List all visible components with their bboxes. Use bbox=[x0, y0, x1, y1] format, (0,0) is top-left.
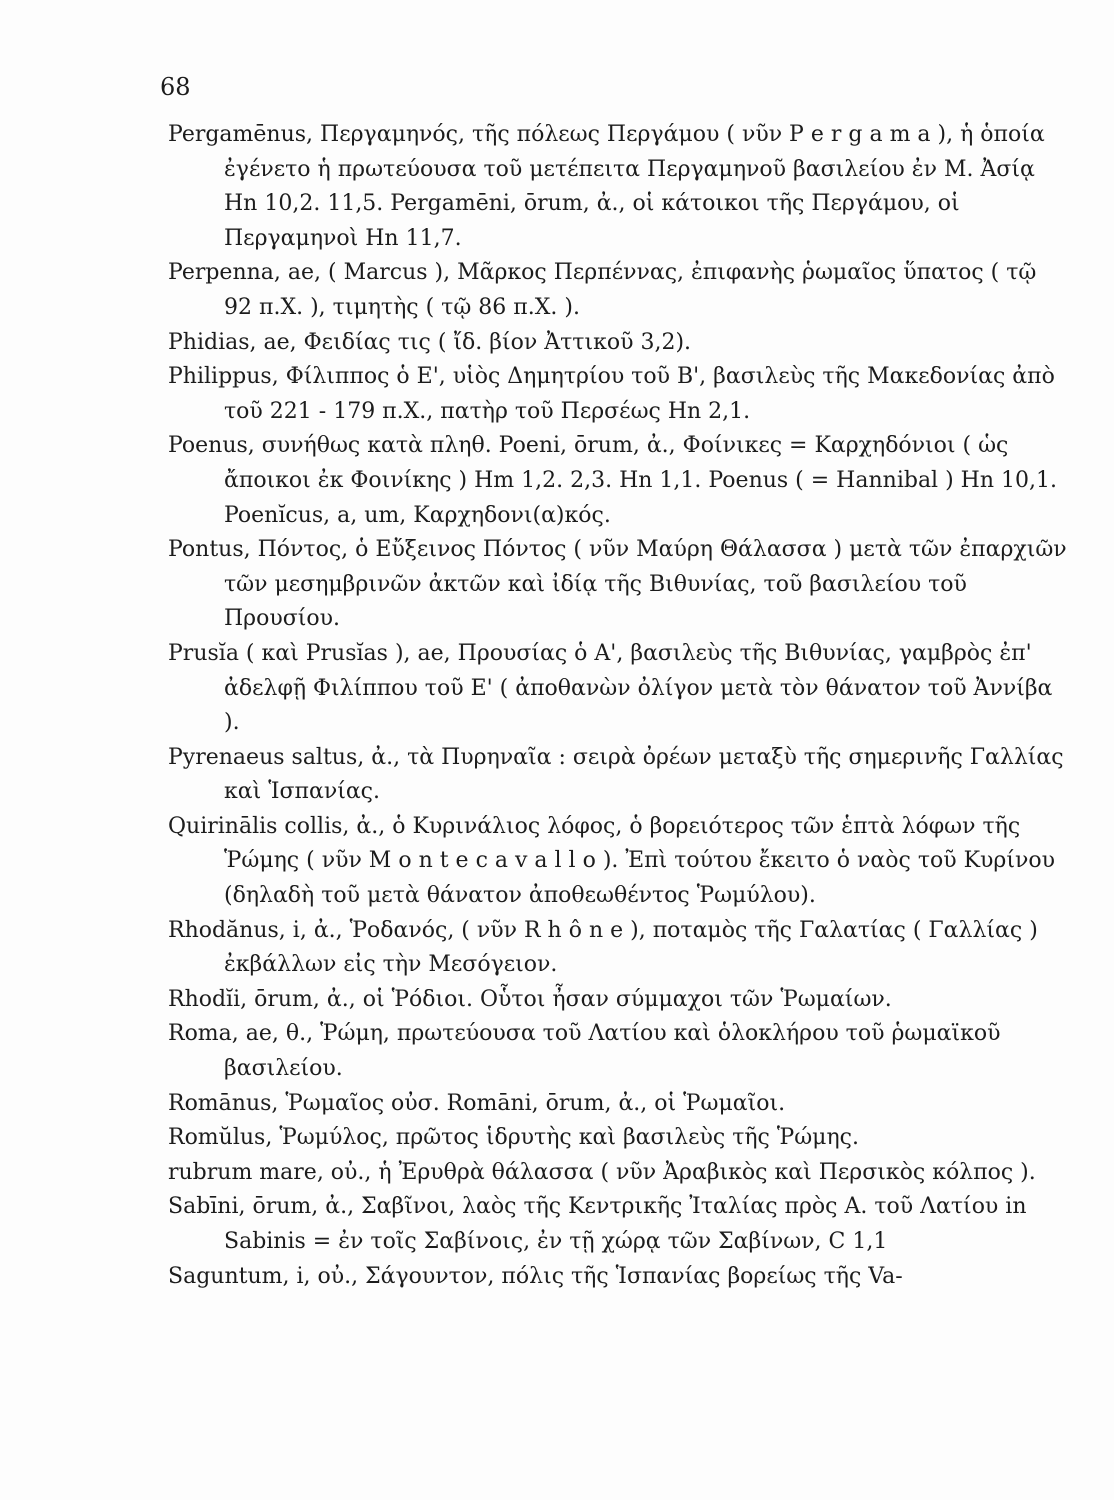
entry-list bbox=[168, 118, 1068, 1294]
entry-perpenna: Perpenna, ae, ( Marcus ), Μᾶρκος Περπέννας, ἐπιφανὴς ῥωμαῖος ὕπατος ( τῷ 92 π.Χ. ), τιμητὴς ( τῷ 86 π.Χ. ). bbox=[168, 260, 1037, 320]
page-number: 68 bbox=[160, 73, 191, 101]
entry-quirinalis: Quirinālis collis, ἀ., ὁ Κυρινάλιος λόφος, ὁ βορειότερος τῶν ἑπτὰ λόφων τῆς Ῥώμης ( νῦν M o n t e c a v a l l o ). Ἐπὶ τούτου ἔκειτο ὁ ναὸς τοῦ Κυρίνου (δηλαδὴ τοῦ μετὰ θάνατον ἀποθεωθέντος Ῥωμύλου). bbox=[168, 813, 1055, 909]
entry-philippus: Philippus, Φίλιππος ὁ Ε', υἱὸς Δημητρίου τοῦ Β', βασιλεὺς τῆς Μακεδονίας ἀπὸ τοῦ 221 - 179 π.Χ., πατὴρ τοῦ Περσέως Hn 2,1. bbox=[168, 364, 1055, 424]
entry-phidias: Phidias, ae, Φειδίας τις ( ἴδ. βίον Ἀττικοῦ 3,2). bbox=[168, 329, 692, 355]
entry-rhodii: Rhodĭi, ōrum, ἀ., οἱ Ῥόδιοι. Οὗτοι ἦσαν σύμμαχοι τῶν Ῥωμαίων. bbox=[168, 986, 892, 1012]
entry-saguntum: Saguntum, i, οὐ., Σάγουντον, πόλις τῆς Ἱσπανίας βορείως τῆς Va- bbox=[168, 1263, 903, 1289]
entry-pontus: Pontus, Πόντος, ὁ Εὔξεινος Πόντος ( νῦν Μαύρη Θάλασσα ) μετὰ τῶν ἐπαρχιῶν τῶν μεσημβρινῶν ἀκτῶν καὶ ἰδίᾳ τῆς Βιθυνίας, τοῦ βασιλείου τοῦ Προυσίου. bbox=[168, 537, 1067, 632]
entry-rhodanus: Rhodănus, i, ἀ., Ῥοδανός, ( νῦν R h ô n e ), ποταμὸς τῆς Γαλατίας ( Γαλλίας ) ἐκβάλλων εἰς τὴν Μεσόγειον. bbox=[168, 917, 1038, 978]
entry-poenus: Poenus, συνήθως κατὰ πληθ. Poeni, ōrum, ἀ., Φοίνικες = Καρχηδόνιοι ( ὡς ἄποικοι ἐκ Φοινίκης ) Hm 1,2. 2,3. Hn 1,1. Poenus ( = Hannibal ) Hn 10,1. Poenĭcus, a, um, Καρχηδονι(α)κός. bbox=[168, 433, 1057, 528]
entry-pyrenaeus: Pyrenaeus saltus, ἀ., τὰ Πυρηναῖα : σειρὰ ὀρέων μεταξὺ τῆς σημερινῆς Γαλλίας καὶ Ἱσπανίας. bbox=[168, 744, 1064, 805]
entry-prusia: Prusĭa ( καὶ Prusĭas ), ae, Προυσίας ὁ Α', βασιλεὺς τῆς Βιθυνίας, γαμβρὸς ἐπ' ἀδελφῇ Φιλίππου τοῦ Ε' ( ἀποθανὼν ὀλίγον μετὰ τὸν θάνατον τοῦ Ἀννίβα ). bbox=[168, 640, 1053, 736]
entry-sabini: Sabīni, ōrum, ἀ., Σαβῖνοι, λαὸς τῆς Κεντρικῆς Ἰταλίας πρὸς Α. τοῦ Λατίου in Sabinis = ἐν τοῖς Σαβίνοις, ἐν τῇ χώρᾳ τῶν Σαβίνων, C 1,1 bbox=[168, 1194, 1027, 1254]
entry-romulus: Romŭlus, Ῥωμύλος, πρῶτος ἱδρυτὴς καὶ βασιλεὺς τῆς Ῥώμης. bbox=[168, 1125, 859, 1151]
entry-roma: Roma, ae, θ., Ῥώμη, πρωτεύουσα τοῦ Λατίου καὶ ὁλοκλήρου τοῦ ῥωμαϊκοῦ βασιλείου. bbox=[168, 1021, 1001, 1082]
entry-romanus: Romānus, Ῥωμαῖος οὐσ. Romāni, ōrum, ἀ., οἱ Ῥωμαῖοι. bbox=[168, 1090, 786, 1116]
entry-pergamenus: Pergamēnus, Περγαμηνός, τῆς πόλεως Περγάμου ( νῦν P e r g a m a ), ἡ ὁποία ἐγένετο ἡ πρωτεύουσα τοῦ μετέπειτα Περγαμηνοῦ βασιλείου ἐν Μ. Ἀσίᾳ Hn 10,2. 11,5. Pergamēni, ōrum, ἀ., οἱ κάτοικοι τῆς Περγάμου, οἱ Περγαμηνοὶ Hn 11,7. bbox=[168, 122, 1045, 251]
entry-rubrum-mare: rubrum mare, οὐ., ἡ Ἐρυθρὰ θάλασσα ( νῦν Ἀραβικὸς καὶ Περσικὸς κόλπος ). bbox=[168, 1159, 1036, 1185]
